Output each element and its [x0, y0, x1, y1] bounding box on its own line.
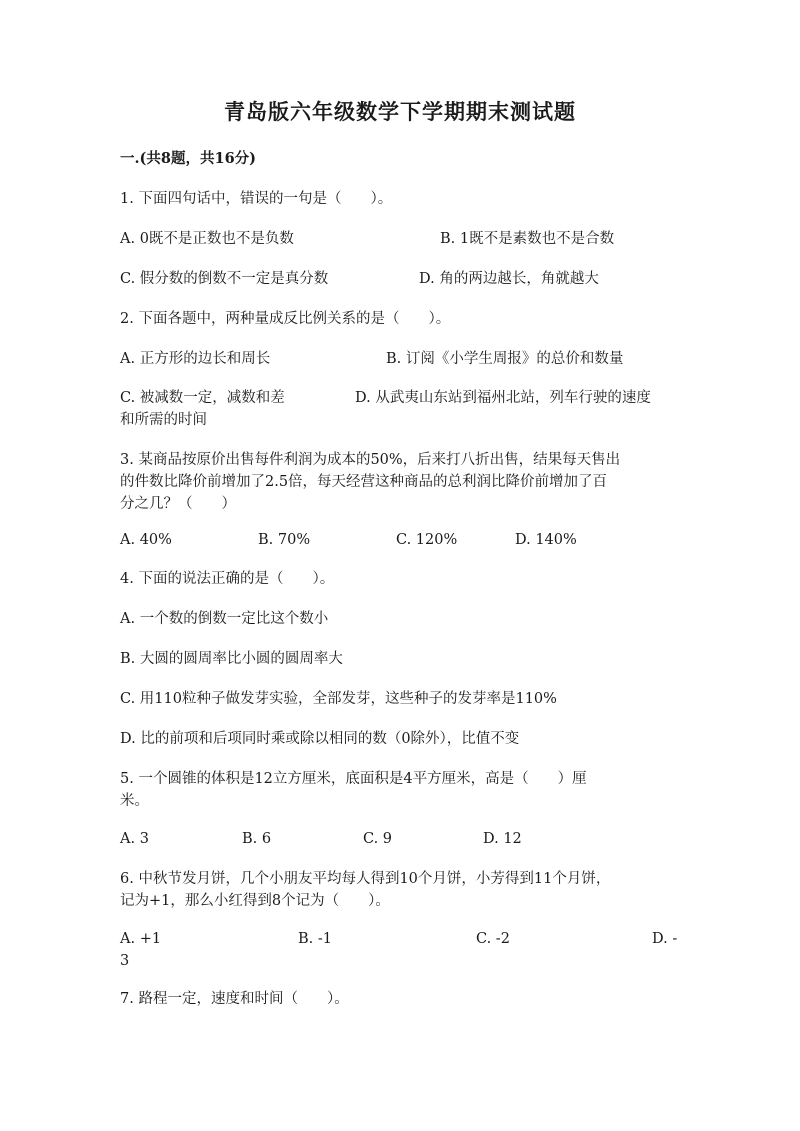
question-2-option-d-continued: 和所需的时间	[120, 412, 207, 428]
question-1-option-b: B. 1既不是素数也不是合数	[440, 231, 615, 247]
question-6-stem-line-1: 6. 中秋节发月饼，几个小朋友平均每人得到10个月饼，小芳得到11个月饼，	[120, 871, 611, 887]
question-6-option-c: C. -2	[476, 931, 510, 947]
question-2-option-d: D. 从武夷山东站到福州北站，列车行驶的速度	[355, 390, 651, 406]
question-6-option-d: D. -	[652, 931, 678, 947]
question-3-option-d: D. 140%	[515, 532, 577, 548]
question-5-option-a: A. 3	[120, 831, 149, 847]
question-3-stem-line-1: 3. 某商品按原价出售每件利润为成本的50%，后来打八折出售，结果每天售出	[120, 452, 621, 468]
section-heading: 一.(共8题，共16分)	[120, 150, 257, 167]
question-3-stem-line-2: 的件数比降价前增加了2.5倍，每天经营这种商品的总利润比降价前增加了百	[120, 474, 608, 490]
question-5-stem-line-1: 5. 一个圆锥的体积是12立方厘米，底面积是4平方厘米，高是（ ）厘	[120, 771, 587, 787]
question-1-option-d: D. 角的两边越长，角就越大	[419, 271, 599, 287]
question-7-stem: 7. 路程一定，速度和时间（ ）。	[120, 991, 349, 1007]
question-6-stem-line-2: 记为+1，那么小红得到8个记为（ ）。	[120, 893, 390, 909]
question-6-option-b: B. -1	[298, 931, 332, 947]
question-2-option-a: A. 正方形的边长和周长	[120, 351, 271, 367]
question-5-option-b: B. 6	[242, 831, 272, 847]
question-4-option-c: C. 用110粒种子做发芽实验，全部发芽，这些种子的发芽率是110%	[120, 691, 557, 707]
question-1-option-a: A. 0既不是正数也不是负数	[120, 231, 294, 247]
question-4-option-a: A. 一个数的倒数一定比这个数小	[120, 611, 329, 627]
question-3-option-a: A. 40%	[120, 532, 172, 548]
question-4-option-b: B. 大圆的圆周率比小圆的圆周率大	[120, 651, 343, 667]
question-5-option-d: D. 12	[483, 831, 522, 847]
question-3-stem-line-3: 分之几？（ ）	[120, 496, 236, 512]
question-4-stem: 4. 下面的说法正确的是（ ）。	[120, 571, 335, 587]
question-5-stem-line-2: 米。	[120, 793, 149, 809]
question-3-option-b: B. 70%	[258, 532, 311, 548]
question-3-option-c: C. 120%	[396, 532, 458, 548]
question-6-option-d-continued: 3	[120, 953, 130, 969]
question-5-option-c: C. 9	[363, 831, 393, 847]
question-2-option-b: B. 订阅《小学生周报》的总价和数量	[386, 351, 624, 367]
question-6-option-a: A. +1	[120, 931, 162, 947]
question-2-stem: 2. 下面各题中，两种量成反比例关系的是（ ）。	[120, 311, 451, 327]
question-1-option-c: C. 假分数的倒数不一定是真分数	[120, 271, 329, 287]
question-2-option-c: C. 被减数一定，减数和差	[120, 390, 285, 406]
question-4-option-d: D. 比的前项和后项同时乘或除以相同的数（0除外），比值不变	[120, 731, 520, 747]
question-1-stem: 1. 下面四句话中，错误的一句是（ ）。	[120, 191, 393, 207]
page-title: 青岛版六年级数学下学期期末测试题	[224, 99, 576, 124]
